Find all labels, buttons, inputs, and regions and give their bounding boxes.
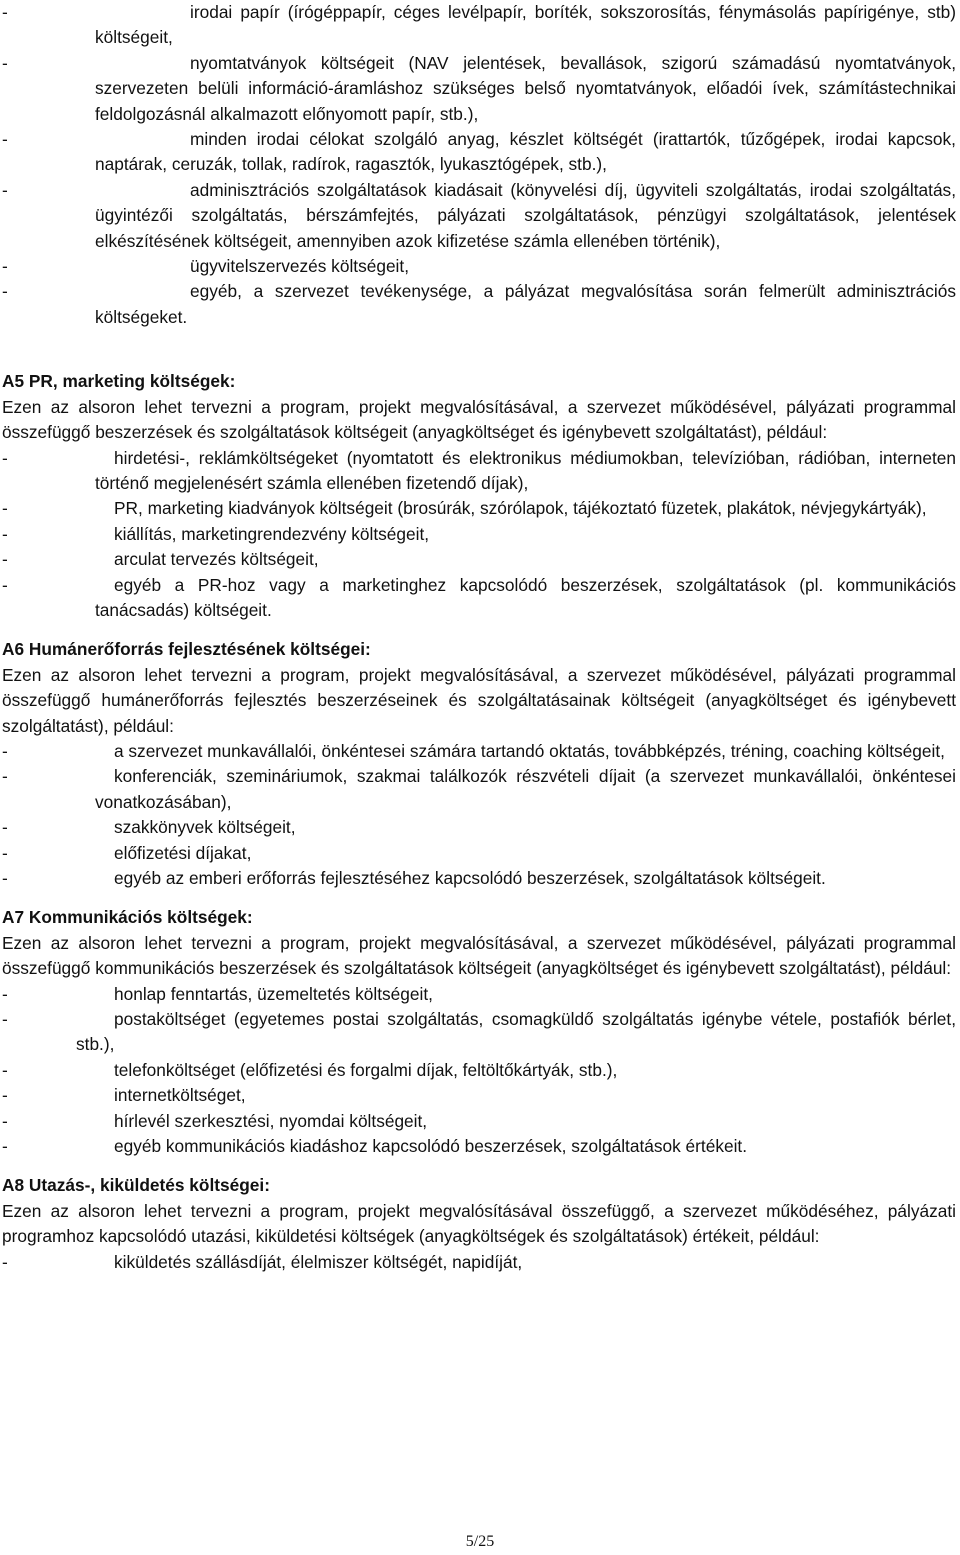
list-item: - honlap fenntartás, üzemeltetés költségeit, [2,982,956,1007]
list-dash: - [2,281,8,302]
page-number: 5/25 [465,1533,495,1550]
section-a5 [2,369,956,623]
section-intro: Ezen az alsoron lehet tervezni a program, projekt megvalósításával összefüggő, a szervezet működéséhez, pályázati programhoz kapcsolódó utazási, kiküldetési költségek (anyagköltségek és szolgáltatások) értékeit, például: [2,1200,956,1247]
list-dash: - [2,842,8,863]
section-intro: Ezen az alsoron lehet tervezni a program, projekt megvalósításával, a szervezet működésével, pályázati programmal összefüggő humánerőforrás fejlesztés beszerzéseinek és szolgáltatásainak költségeit (anyagköltséget és igénybevett szolgáltatást), például: [2,664,956,736]
list-item: - irodai papír (írógéppapír, céges levélpapír, boríték, sokszorosítás, fénymásolás papírigénye, stb) költségeit, [2,2,956,48]
list-item: - kiállítás, marketingrendezvény költségeit, [2,522,956,547]
list-dash: - [2,549,8,570]
list-item: - egyéb, a szervezet tevékenysége, a pályázat megvalósítása során felmerült adminisztrációs költségeket. [2,281,956,327]
list-dash: - [2,1009,8,1030]
section-list [2,739,956,891]
list-item: - adminisztrációs szolgáltatások kiadásait (könyvelési díj, ügyviteli szolgáltatás, irodai szolgáltatás, ügyintézői szolgáltatás, bérszámfejtés, pályázati szolgáltatások, pénzügyi szolgáltatások, jelentések elkészítésének költségeit, amennyiben azok kifizetése számla ellenében történik), [2,179,956,251]
list-item: - a szervezet munkavállalói, önkéntesei számára tartandó oktatás, továbbképzés, tréning, coaching költségeit, [2,739,956,764]
section-heading: A6 Humánerőforrás fejlesztésének költségei: [2,639,371,660]
list-dash: - [2,179,8,200]
list-dash: - [2,2,8,22]
document-body [2,0,956,1275]
list-dash: - [2,52,8,73]
list-dash: - [2,256,8,277]
section-intro: Ezen az alsoron lehet tervezni a program, projekt megvalósításával, a szervezet működésével, pályázati programmal összefüggő beszerzések és szolgáltatások költségeit (anyagköltséget és igénybevett szolgáltatást), például: [2,396,956,443]
section-heading: A5 PR, marketing költségek: [2,371,236,392]
list-dash: - [2,129,8,150]
list-dash: - [2,574,8,595]
list-item: - szakkönyvek költségeit, [2,815,956,840]
list-item: - postaköltséget (egyetemes postai szolgáltatás, csomagküldő szolgáltatás igénybe vétele, postafiók bérlet, stb.), [2,1009,956,1055]
list-item: - hirdetési-, reklámköltségeket (nyomtatott és elektronikus médiumokban, televízióban, rádióban, interneten történő megjelenésért számla ellenében fizetendő díjak), [2,447,956,493]
list-item: - előfizetési díjakat, [2,841,956,866]
list-dash: - [2,817,8,838]
list-item: - PR, marketing kiadványok költségeit (brosúrák, szórólapok, tájékoztató füzetek, plakátok, névjegykártyák), [2,496,956,521]
list-dash: - [2,1251,8,1272]
office-costs-list [2,0,956,330]
section-intro: Ezen az alsoron lehet tervezni a program, projekt megvalósításával, a szervezet működésével, pályázati programmal összefüggő kommunikációs beszerzések és szolgáltatások költségeit (anyagköltséget és igénybevett szolgáltatást), például: [2,932,956,979]
list-item: - egyéb az emberi erőforrás fejlesztéséhez kapcsolódó beszerzések, szolgáltatások költségeit. [2,866,956,891]
list-item: - minden irodai célokat szolgáló anyag, készlet költségét (irattartók, tűzőgépek, irodai kapcsok, naptárak, ceruzák, tollak, radírok, ragasztók, lyukasztógépek, stb.), [2,129,956,175]
list-dash: - [2,447,8,468]
list-item: - konferenciák, szemináriumok, szakmai találkozók részvételi díjait (a szervezet munkavállalói, önkéntesei vonatkozásában), [2,766,956,812]
section-list [2,1250,956,1275]
list-dash: - [2,1136,8,1157]
list-dash: - [2,1085,8,1106]
list-item: - egyéb a PR-hoz vagy a marketinghez kapcsolódó beszerzések, szolgáltatások (pl. kommunikációs tanácsadás) költségeit. [2,574,956,620]
list-item: - kiküldetés szállásdíját, élelmiszer költségét, napidíját, [2,1250,956,1275]
list-item: - egyéb kommunikációs kiadáshoz kapcsolódó beszerzések, szolgáltatások értékeit. [2,1134,956,1159]
list-dash: - [2,766,8,787]
list-dash: - [2,740,8,761]
list-dash: - [2,868,8,888]
list-item: - nyomtatványok költségeit (NAV jelentések, bevallások, szigorú számadású nyomtatványok, szervezeten belüli információ-áramláshoz szükséges belső nyomtatványok, előadói ívek, számítástechnikai feldolgozásnál alkalmazott előnyomott papír, stb.), [2,52,956,124]
list-dash: - [2,523,8,544]
list-item: - arculat tervezés költségeit, [2,547,956,572]
list-dash: - [2,983,8,1004]
section-list [2,982,956,1160]
list-item: - internetköltséget, [2,1083,956,1108]
section-a6 [2,637,956,891]
section-heading: A8 Utazás-, kiküldetés költségei: [2,1175,270,1196]
list-dash: - [2,498,8,519]
section-heading: A7 Kommunikációs költségek: [2,907,253,928]
list-dash: - [2,1110,8,1131]
list-item: - telefonköltséget (előfizetési és forgalmi díjak, feltöltőkártyák, stb.), [2,1058,956,1083]
list-item: - ügyvitelszervezés költségeit, [2,254,956,279]
section-a7 [2,905,956,1159]
list-item: - hírlevél szerkesztési, nyomdai költségeit, [2,1109,956,1134]
section-list [2,446,956,624]
section-a8 [2,1173,956,1275]
list-dash: - [2,1059,8,1080]
